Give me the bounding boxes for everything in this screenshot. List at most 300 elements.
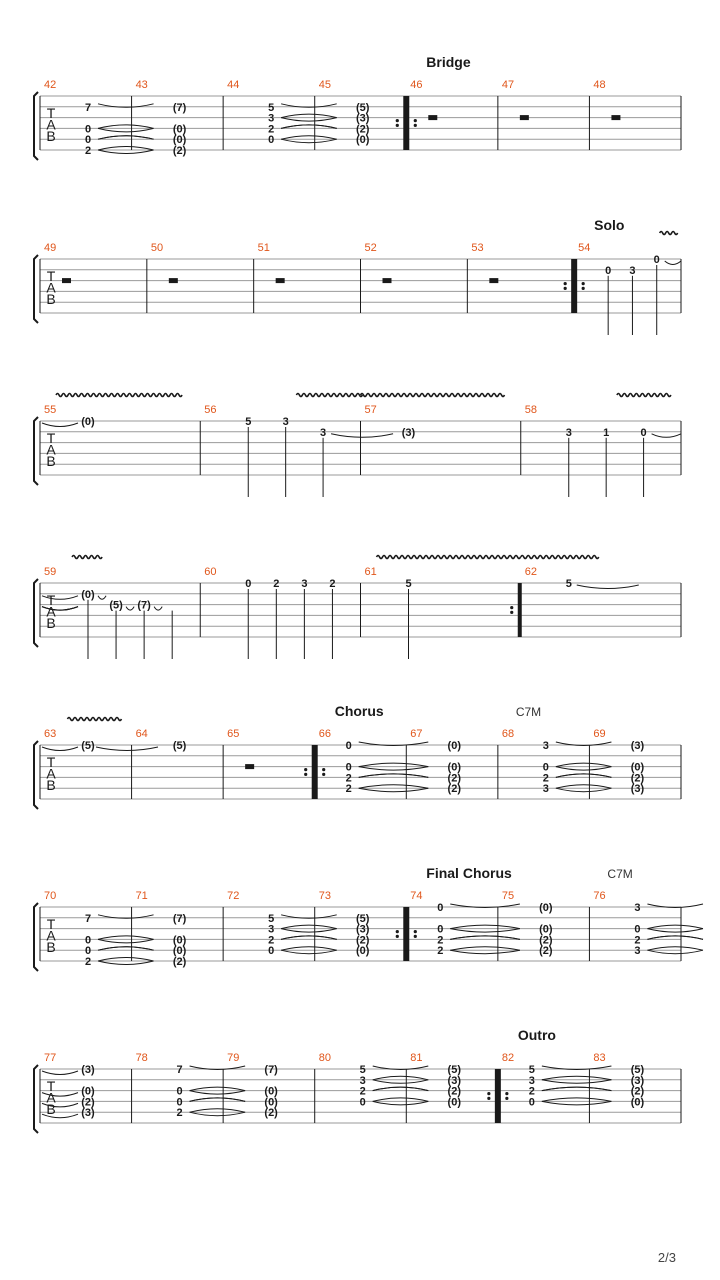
- fret-number: (5): [447, 1064, 462, 1076]
- fret-number: 2: [359, 1085, 366, 1098]
- fret-number: (0): [172, 934, 187, 947]
- tie: [281, 118, 337, 122]
- bar-number: 50: [150, 242, 164, 254]
- fret-number: (2): [355, 123, 370, 136]
- fret-number: 0: [345, 740, 352, 752]
- repeat-dot: [505, 1092, 508, 1095]
- fret-number: 5: [405, 578, 412, 590]
- tab-clef-letter: T: [46, 105, 56, 121]
- tie: [450, 950, 520, 954]
- fret-number: (3): [630, 1074, 645, 1087]
- fret-number: (0): [355, 134, 370, 147]
- fret-number: (0): [81, 588, 95, 601]
- tie: [556, 785, 612, 789]
- fret-number: 5: [565, 578, 572, 590]
- bar-number: 71: [135, 890, 148, 902]
- tie: [98, 961, 154, 965]
- whole-rest: [611, 115, 620, 120]
- fret-number: 5: [268, 101, 275, 114]
- repeat-dot: [564, 287, 567, 290]
- repeat-dot: [505, 1097, 508, 1100]
- vibrato-mark: [521, 556, 599, 559]
- fret-number: (0): [447, 1096, 462, 1109]
- tie: [98, 128, 154, 132]
- whole-rest: [383, 278, 392, 283]
- fret-number: (0): [447, 740, 462, 752]
- repeat-dot: [564, 282, 567, 285]
- bar-number: 52: [364, 242, 377, 254]
- tie: [359, 763, 429, 767]
- fret-number: 0: [245, 578, 252, 590]
- fret-number: (0): [630, 761, 645, 774]
- tie: [652, 434, 681, 438]
- fret-number: 0: [176, 1085, 183, 1098]
- tie: [647, 929, 703, 933]
- fret-number: 2: [437, 945, 444, 958]
- bar-number: 66: [318, 728, 331, 740]
- section-label: Chorus: [334, 703, 384, 719]
- fret-number: 3: [542, 740, 549, 752]
- fret-number: 3: [359, 1074, 366, 1087]
- tie: [98, 136, 154, 140]
- fret-number: (0): [630, 1096, 645, 1109]
- fret-number: (2): [264, 1107, 278, 1120]
- fret-number: 0: [437, 902, 444, 914]
- tie: [542, 1080, 612, 1084]
- repeat-dot: [304, 768, 307, 771]
- fret-number: 2: [176, 1107, 183, 1120]
- tie: [556, 767, 612, 771]
- staff-bracket: [34, 1065, 38, 1133]
- tie: [450, 925, 520, 929]
- repeat-dot: [322, 773, 325, 776]
- tie: [556, 788, 612, 792]
- fret-number: 0: [268, 945, 275, 958]
- bar-number: 69: [593, 728, 606, 740]
- fret-number: (0): [264, 1096, 278, 1109]
- fret-number: (0): [355, 945, 370, 958]
- vibrato-mark: [660, 232, 678, 235]
- fret-number: 5: [359, 1064, 366, 1076]
- bar-number: 58: [524, 404, 537, 416]
- fret-number: (3): [355, 112, 370, 125]
- bar-number: 53: [471, 242, 484, 254]
- fret-number: 0: [84, 945, 92, 958]
- tie: [373, 1087, 429, 1091]
- tie: [98, 147, 154, 151]
- repeat-dot: [396, 119, 399, 122]
- fret-number: (5): [109, 599, 123, 612]
- fret-number: (0): [447, 761, 462, 774]
- tie: [98, 125, 154, 129]
- fret-number: (0): [172, 123, 187, 136]
- tie: [190, 1087, 246, 1091]
- staff-system: [34, 703, 681, 809]
- tie: [96, 747, 158, 751]
- repeat-dot: [487, 1092, 490, 1095]
- tab-clef-letter: B: [46, 615, 56, 631]
- tab-clef-letter: A: [46, 603, 56, 620]
- fret-number: (2): [355, 934, 370, 947]
- whole-rest: [169, 278, 178, 283]
- fret-number: 2: [84, 145, 92, 157]
- bar-number: 60: [204, 566, 217, 578]
- tab-clef-letter: A: [46, 441, 56, 458]
- tie: [281, 925, 337, 929]
- vibrato-mark: [296, 394, 362, 397]
- fret-number: (5): [81, 740, 95, 752]
- bar-number: 82: [501, 1052, 515, 1064]
- staff-bracket: [34, 741, 38, 809]
- whole-rest: [520, 115, 529, 120]
- fret-number: (7): [264, 1064, 278, 1076]
- tie: [281, 929, 337, 933]
- fret-number: (3): [630, 740, 645, 752]
- fret-number: 5: [245, 416, 252, 428]
- fret-number: 2: [84, 956, 92, 968]
- tie: [373, 1076, 429, 1080]
- bar-number: 46: [410, 79, 423, 91]
- tie: [542, 1076, 612, 1080]
- section-label: Bridge: [426, 54, 471, 70]
- tie: [556, 763, 612, 767]
- fret-number: 2: [345, 772, 352, 785]
- fret-number: (2): [447, 772, 462, 785]
- fret-number: (0): [81, 416, 95, 428]
- bar-number: 73: [318, 890, 331, 902]
- tie: [647, 947, 703, 951]
- fret-number: 2: [273, 578, 280, 590]
- fret-number: (7): [137, 599, 151, 612]
- fret-number: (3): [630, 783, 645, 796]
- fret-number: (0): [539, 923, 553, 936]
- tie: [42, 747, 78, 751]
- fret-number: (2): [447, 1085, 462, 1098]
- bar-number: 45: [318, 79, 331, 91]
- bar-number: 55: [44, 404, 57, 416]
- tie: [98, 936, 154, 940]
- tie: [577, 585, 639, 589]
- repeat-dot: [487, 1097, 490, 1100]
- section-label: Final Chorus: [426, 865, 512, 881]
- fret-number: 3: [301, 578, 308, 590]
- tab-clef-letter: B: [46, 939, 56, 955]
- fret-number: (3): [401, 426, 416, 439]
- fret-number: (2): [172, 956, 187, 968]
- fret-number: 0: [640, 426, 647, 439]
- fret-number: 2: [437, 934, 444, 947]
- repeat-dot: [414, 930, 417, 933]
- fret-number: 2: [268, 934, 275, 947]
- bar-number: 57: [364, 404, 377, 416]
- staff-bracket: [34, 417, 38, 485]
- vibrato-mark: [67, 718, 121, 721]
- repeat-dot: [396, 930, 399, 933]
- vibrato-mark: [361, 394, 505, 397]
- fret-number: 7: [84, 912, 92, 925]
- fret-number: (3): [81, 1107, 95, 1120]
- staff-system: [34, 556, 681, 660]
- fret-number: (7): [172, 912, 187, 925]
- tie: [281, 950, 337, 954]
- tie: [281, 947, 337, 951]
- bar-number: 76: [593, 890, 606, 902]
- bar-number: 59: [44, 566, 57, 578]
- tab-clef-letter: B: [46, 291, 56, 307]
- tab-clef-letter: T: [46, 268, 56, 284]
- tie: [359, 774, 429, 778]
- bar-number: 42: [44, 79, 57, 91]
- repeat-dot: [582, 282, 585, 285]
- tab-clef-letter: A: [46, 116, 56, 133]
- fret-number: (5): [355, 912, 370, 925]
- tab-clef-letter: B: [46, 453, 56, 469]
- tie: [556, 774, 612, 778]
- fret-number: 2: [268, 123, 275, 136]
- tie: [42, 423, 78, 427]
- repeat-dot: [414, 935, 417, 938]
- fret-number: (2): [539, 934, 553, 947]
- tie: [450, 947, 520, 951]
- bar-number: 78: [135, 1052, 148, 1064]
- fret-number: 0: [359, 1096, 366, 1109]
- bar-number: 48: [593, 79, 606, 91]
- fret-number: (2): [81, 1096, 95, 1109]
- tie: [190, 1098, 246, 1102]
- bar-number: 70: [44, 890, 57, 902]
- tie: [542, 1087, 612, 1091]
- bar-number: 43: [135, 79, 148, 91]
- fret-number: (0): [172, 134, 187, 147]
- staff-system: [34, 865, 703, 971]
- fret-number: 0: [176, 1096, 183, 1109]
- page-number: 2/3: [657, 1250, 676, 1265]
- fret-number: 3: [565, 426, 572, 439]
- fret-number: 3: [629, 264, 636, 277]
- fret-number: (2): [630, 772, 645, 785]
- bar-number: 80: [318, 1052, 331, 1064]
- tab-clef-letter: A: [46, 765, 56, 782]
- tie: [359, 767, 429, 771]
- chord-name: C7M: [515, 705, 542, 719]
- vibrato-mark: [56, 394, 182, 397]
- fret-number: 3: [634, 945, 641, 958]
- fret-number: 7: [176, 1064, 183, 1076]
- fret-number: (2): [172, 145, 187, 157]
- staff-bracket: [34, 579, 38, 647]
- repeat-dot: [322, 768, 325, 771]
- tab-clef-letter: B: [46, 128, 56, 144]
- tie: [647, 950, 703, 954]
- fret-number: 0: [653, 254, 660, 266]
- fret-number: 0: [84, 123, 92, 136]
- tie: [126, 607, 134, 611]
- tab-clef-letter: T: [46, 754, 56, 770]
- fret-number: 0: [542, 761, 549, 774]
- bar-number: 56: [204, 404, 217, 416]
- tie: [98, 939, 154, 943]
- tab-clef-letter: T: [46, 916, 56, 932]
- repeat-dot: [582, 287, 585, 290]
- tie: [373, 1098, 429, 1102]
- tab-clef-letter: A: [46, 1089, 56, 1106]
- fret-number: 3: [320, 426, 327, 439]
- vibrato-mark: [617, 394, 671, 397]
- fret-number: 3: [542, 783, 549, 796]
- section-label: Outro: [517, 1027, 556, 1043]
- fret-number: (7): [172, 101, 187, 114]
- fret-number: 0: [605, 264, 612, 277]
- tie: [281, 139, 337, 143]
- tie: [281, 125, 337, 129]
- fret-number: 2: [345, 783, 352, 796]
- repeat-dot: [396, 935, 399, 938]
- tie: [359, 785, 429, 789]
- tie: [98, 596, 106, 600]
- fret-number: 3: [528, 1074, 535, 1087]
- staff-bracket: [34, 903, 38, 971]
- repeat-dot: [414, 119, 417, 122]
- tie: [98, 150, 154, 154]
- staff-system: [34, 54, 681, 160]
- fret-number: 0: [345, 761, 352, 774]
- fret-number: 0: [268, 134, 275, 147]
- bar-number: 63: [44, 728, 57, 740]
- repeat-dot: [396, 124, 399, 127]
- fret-number: (5): [630, 1064, 645, 1076]
- bar-number: 83: [593, 1052, 606, 1064]
- fret-number: (0): [81, 1085, 95, 1098]
- fret-number: (0): [264, 1085, 278, 1098]
- tie: [373, 1080, 429, 1084]
- fret-number: (5): [172, 740, 187, 752]
- repeat-dot: [510, 611, 513, 614]
- fret-number: 3: [268, 112, 275, 125]
- fret-number: 0: [84, 934, 92, 947]
- tie: [98, 947, 154, 951]
- tab-clef-letter: A: [46, 927, 56, 944]
- repeat-dot: [510, 606, 513, 609]
- fret-number: (5): [355, 101, 370, 114]
- tie: [190, 1091, 246, 1095]
- fret-number: 3: [268, 923, 275, 936]
- tie: [190, 1109, 246, 1113]
- bar-number: 51: [257, 242, 270, 254]
- tie: [281, 936, 337, 940]
- bar-number: 44: [227, 79, 240, 91]
- fret-number: (2): [630, 1085, 645, 1098]
- fret-number: 0: [437, 923, 444, 936]
- staff-system: [34, 1027, 681, 1133]
- fret-number: 2: [634, 934, 641, 947]
- tie: [98, 958, 154, 962]
- bar-number: 77: [44, 1052, 57, 1064]
- fret-number: 1: [603, 426, 610, 439]
- bar-number: 62: [524, 566, 537, 578]
- tab-clef-letter: A: [46, 279, 56, 296]
- fret-number: 5: [528, 1064, 535, 1076]
- tie: [154, 607, 162, 611]
- whole-rest: [62, 278, 71, 283]
- fret-number: 3: [634, 902, 641, 914]
- fret-number: (3): [447, 1074, 462, 1087]
- fret-number: 0: [528, 1096, 535, 1109]
- whole-rest: [428, 115, 437, 120]
- bar-number: 47: [501, 79, 515, 91]
- fret-number: 2: [542, 772, 549, 785]
- bar-number: 61: [364, 566, 377, 578]
- tie: [542, 1101, 612, 1105]
- tie: [359, 788, 429, 792]
- tab-clef-letter: T: [46, 430, 56, 446]
- tab-clef-letter: B: [46, 777, 56, 793]
- bar-number: 74: [410, 890, 423, 902]
- fret-number: 0: [634, 923, 641, 936]
- tie: [450, 929, 520, 933]
- bar-number: 72: [227, 890, 240, 902]
- staff-bracket: [34, 255, 38, 323]
- bar-number: 81: [410, 1052, 423, 1064]
- bar-number: 67: [410, 728, 423, 740]
- tie: [281, 136, 337, 140]
- fret-number: (2): [539, 945, 553, 958]
- tie: [42, 1071, 78, 1075]
- tie: [647, 936, 703, 940]
- fret-number: (2): [447, 783, 462, 796]
- fret-number: 2: [528, 1085, 535, 1098]
- whole-rest: [489, 278, 498, 283]
- bar-number: 68: [501, 728, 515, 740]
- bar-number: 64: [135, 728, 148, 740]
- staff-system: [34, 217, 681, 335]
- repeat-dot: [304, 773, 307, 776]
- fret-number: (3): [81, 1064, 95, 1076]
- bar-number: 54: [578, 242, 591, 254]
- fret-number: (0): [172, 945, 187, 958]
- tie: [190, 1112, 246, 1116]
- staff-bracket: [34, 92, 38, 160]
- bar-number: 49: [44, 242, 57, 254]
- staff-system: [34, 394, 681, 498]
- fret-number: 5: [268, 912, 275, 925]
- tie: [281, 114, 337, 118]
- tie: [542, 1098, 612, 1102]
- bar-number: 75: [501, 890, 515, 902]
- tab-clef-letter: T: [46, 1078, 56, 1094]
- section-label: Solo: [594, 217, 625, 233]
- fret-number: 7: [84, 101, 92, 114]
- tie: [331, 434, 393, 438]
- fret-number: 2: [329, 578, 336, 590]
- bar-number: 79: [227, 1052, 240, 1064]
- tie: [665, 261, 681, 265]
- fret-number: 3: [282, 416, 289, 428]
- bar-number: 65: [227, 728, 240, 740]
- tie: [450, 936, 520, 940]
- tab-clef-letter: B: [46, 1101, 56, 1117]
- whole-rest: [245, 764, 254, 769]
- tie: [373, 1101, 429, 1105]
- repeat-dot: [414, 124, 417, 127]
- tie: [647, 925, 703, 929]
- whole-rest: [276, 278, 285, 283]
- fret-number: (0): [539, 902, 553, 914]
- fret-number: 0: [84, 134, 92, 147]
- tab-clef-letter: T: [46, 592, 56, 608]
- fret-number: (3): [355, 923, 370, 936]
- chord-name: C7M: [607, 867, 633, 881]
- vibrato-mark: [377, 556, 521, 559]
